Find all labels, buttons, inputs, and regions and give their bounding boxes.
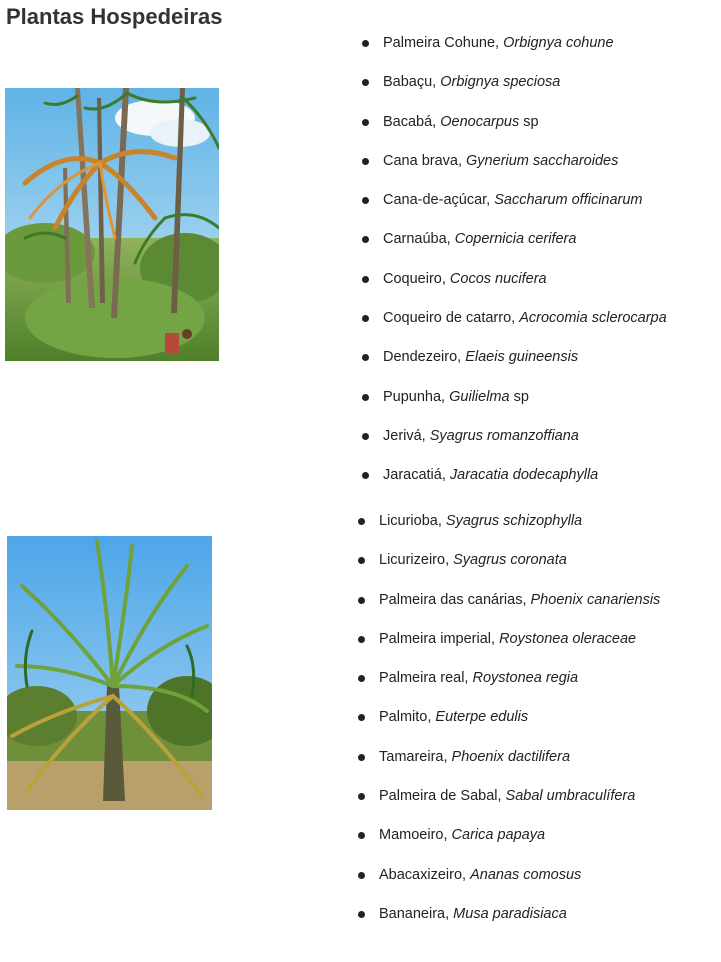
bullet-icon (358, 832, 365, 839)
bullet-icon (358, 675, 365, 682)
common-name: Carnaúba, (383, 231, 455, 248)
plant-entry (383, 34, 614, 52)
plant-entry (379, 748, 570, 766)
common-name: Pupunha, (383, 388, 450, 405)
bullet-icon (362, 40, 369, 47)
plant-entry (379, 630, 636, 648)
plant-entry (383, 191, 643, 209)
scientific-name: Carica papaya (451, 827, 546, 844)
plant-entry (383, 348, 578, 366)
bullet-icon (358, 714, 365, 721)
bullet-icon (362, 236, 369, 243)
common-name: Palmeira imperial, (379, 630, 500, 647)
plant-entry (383, 427, 579, 445)
scientific-name: Syagrus romanzoffiana (429, 427, 579, 444)
scientific-name: Orbignya cohune (503, 35, 614, 51)
common-name: Palmeira Cohune, (383, 35, 504, 51)
page-title: Plantas Hospedeiras (6, 4, 223, 29)
bullet-icon (362, 433, 369, 440)
bullet-icon (358, 911, 365, 918)
plant-entry (379, 826, 545, 844)
plant-entry (383, 388, 529, 406)
plant-entry (379, 866, 581, 884)
common-name: Palmeira das canárias, (379, 591, 531, 608)
common-name: Bananeira, (379, 905, 454, 922)
plant-entry (383, 230, 576, 248)
plant-entry (379, 512, 582, 530)
bullet-icon (358, 518, 365, 525)
plant-entry (383, 73, 560, 91)
bullet-icon (358, 793, 365, 800)
bullet-icon (362, 354, 369, 361)
scientific-name: Sabal umbraculífera (505, 788, 636, 805)
common-name: Palmeira de Sabal, (379, 788, 506, 805)
common-name: Palmeira real, (379, 670, 473, 687)
scientific-name: Acrocomia sclerocarpa (519, 310, 667, 327)
plant-entry (379, 787, 635, 805)
plant-entry (383, 466, 598, 484)
name-suffix: sp (509, 388, 529, 405)
common-name: Mamoeiro, (379, 827, 452, 844)
common-name: Jaracatiá, (383, 467, 450, 484)
common-name: Licurizeiro, (379, 552, 454, 569)
plant-entry (383, 309, 667, 327)
scientific-name: Guilielma (449, 388, 510, 405)
common-name: Licurioba, (379, 513, 446, 529)
bullet-icon (362, 79, 369, 86)
bullet-icon (362, 119, 369, 126)
scientific-name: Euterpe edulis (435, 709, 529, 726)
plant-entry (379, 708, 528, 726)
scientific-name: Saccharum officinarum (494, 192, 643, 209)
plant-entry (379, 551, 567, 569)
scientific-name: Cocos nucifera (449, 270, 547, 287)
name-suffix: sp (519, 113, 539, 130)
common-name: Dendezeiro, (383, 349, 466, 366)
bullet-icon (358, 557, 365, 564)
common-name: Jerivá, (383, 427, 430, 444)
bullet-icon (362, 276, 369, 283)
scientific-name: Copernicia cerifera (454, 231, 577, 248)
plant-entry (379, 905, 567, 923)
bullet-icon (362, 158, 369, 165)
scientific-name: Syagrus coronata (453, 552, 567, 569)
common-name: Coqueiro, (383, 270, 450, 287)
young-palm-photo (7, 536, 212, 810)
scientific-name: Jaracatia dodecaphylla (449, 467, 599, 484)
palm-grove-photo (5, 88, 219, 361)
plant-entry (379, 591, 660, 609)
plant-entry (383, 113, 539, 131)
scientific-name: Gynerium saccharoides (466, 152, 619, 169)
bullet-icon (358, 872, 365, 879)
bullet-icon (362, 394, 369, 401)
scientific-name: Musa paradisiaca (453, 905, 567, 922)
common-name: Bacabá, (383, 113, 441, 130)
bullet-icon (358, 597, 365, 604)
common-name: Babaçu, (383, 74, 441, 91)
scientific-name: Elaeis guineensis (465, 349, 579, 366)
common-name: Coqueiro de catarro, (383, 310, 520, 327)
common-name: Abacaxizeiro, (379, 866, 471, 883)
scientific-name: Phoenix dactilifera (451, 748, 571, 765)
plant-entry (383, 270, 547, 288)
scientific-name: Oenocarpus (440, 113, 520, 130)
common-name: Palmito, (379, 709, 436, 726)
bullet-icon (362, 197, 369, 204)
bullet-icon (358, 754, 365, 761)
common-name: Cana brava, (383, 152, 467, 169)
bullet-icon (358, 636, 365, 643)
scientific-name: Orbignya speciosa (440, 74, 561, 91)
scientific-name: Syagrus schizophylla (445, 513, 583, 529)
scientific-name: Phoenix canariensis (530, 591, 661, 608)
common-name: Tamareira, (379, 748, 452, 765)
scientific-name: Ananas comosus (470, 866, 582, 883)
bullet-icon (362, 315, 369, 322)
bullet-icon (362, 472, 369, 479)
scientific-name: Roystonea oleraceae (499, 630, 637, 647)
common-name: Cana-de-açúcar, (383, 192, 495, 209)
plant-entry (383, 152, 618, 170)
scientific-name: Roystonea regia (472, 670, 579, 687)
plant-entry (379, 669, 578, 687)
